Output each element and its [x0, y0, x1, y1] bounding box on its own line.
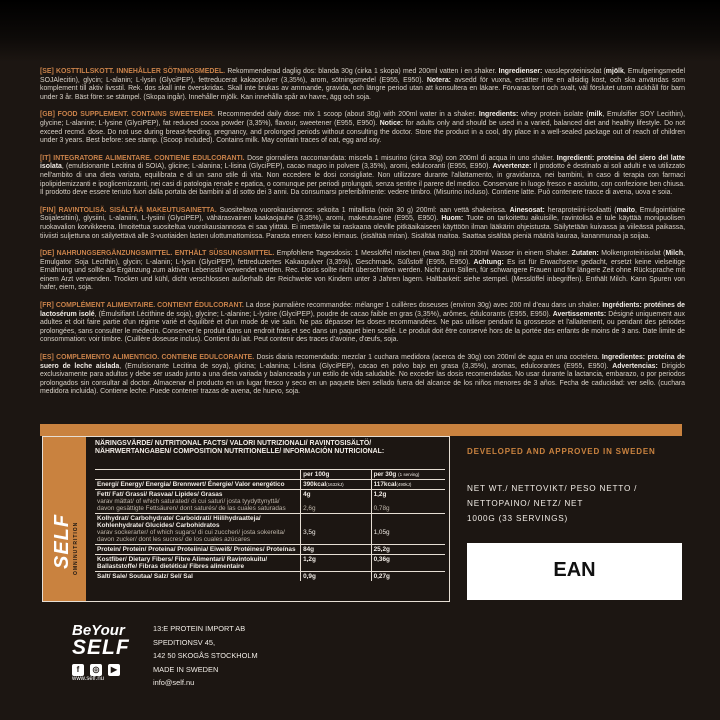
lang-block-se: [SE] KOSTTILLSKOTT. INNEHÅLLER SÖTNINGSMEDEL. Rekommenderad daglig dos: blanda 30g (cirka 1 skopa) med 200ml vatten i en shaker. Ingredienser: vassleproteinisolat (mjölk, Emulgeringsmedel SOJAlecitin), glycin; L-alanin; L-lysin (GlyciPEP), fettreducerat kakaopulver (3,35%), arom, sötningsmedel (E955, E950). Notera: avsedd för vuxna, ersätter inte en allsidig kost, och ska användas som komplement till aktiv livsstil. Rek. dos skall inte överskridas. Skall inte brukas av ammande, gravida, och längre period utan att konsultera en läkare. Förvaras torrt och svalt, väl förslutet utom räckhåll för barn under 3 år. Bäst före: se stämpel. (Skopa ingår). Innehåller mjölk. Kan innehålla spår av havre, ägg och soja. [40, 68, 685, 101]
accent-divider-bar [40, 424, 682, 436]
nutrition-header: NÄRINGSVÄRDE/ NUTRITIONAL FACTS/ VALORI NUTRIZIONALI/ RAVINTOSISÄLTÖ/ NÄHRWERTANGABEN/ COMPOSITION NUTRITIONELLE/ INFORMACIÓN NUTRICIONAL: [95, 440, 385, 456]
row-label: Kostfiber/ Dietary Fibers/ Fibre Alimentari/ Ravintokuitu/ Ballaststoffe/ Fibras dietética/ Fibres alimentaire [95, 555, 301, 572]
lang-block-fin: [FIN] RAVINTOLISÄ. SISÄLTÄÄ MAKEUTUSAINETTA. Suositeltava vuorokausiannos: sekoita 1 mitallista (noin 30 g) 200ml: aan vettä shakerissa. Ainesosat: heraproteiini-isolaatti (maito, Emulgointiaine Soijalesitiini), glysiini, L-alaniini, L-lysiini (GlyciPEP), vähärasvainen kaakaojauhe (3,35%), aromi, makeutusaine (E955, E950). Huom: Tuote on tarkoitettu aikuisille, ravintolisä ei tule käyttää monipuolisen ruokavalion korvikkeena. Ilmoitettua suositeltua vuorokausiannosta ei saa ylittää. Ei imettäville tai raskaana oleville pitkäaikaiseen käyttöön ilman lääkärin ohjeistusta. Säilytetään kuivassa ja viileässä paikassa, tiiviisti suljettuna on säilytettävä alle 3-vuotiaiden lasten ulottumattomissa. Parasta ennen: katso leimaus. (sisältää mitan). Sisältää maitoa. Saattaa sisältää pieniä määriä kauraa, kananmunaa ja soijaa. [40, 206, 685, 240]
ean-box [467, 543, 682, 600]
lang-block-de: [DE] NAHRUNGSERGÄNZUNGSMITTEL. ENTHÄLT SÜSSUNGSMITTEL. Empfohlene Tagesdosis: 1 Messlöffel mischen (etwa 30g) mit 200ml Wasser in einem Shaker. Zutaten: Molkenproteinisolat (Milch, Emulgator Soja Lecithin), glycin; L-alanin; L-lysin (GlyciPEP), fettreduziertes Kakaopulver (3,35%), Geschmack, Süßstoff (E955, E950). Achtung: Es ist für Erwachsene gedacht, ersetzt keine vielseitige Ernährung und sollte als Ergänzung zum aktiven Lebensstil verwendet werden. Rec. Dosis sollte nicht überschritten werden. Nicht zum Stillen, für schwangere Frauen und für längere Zeit ohne Rücksprache mit einem Arzt verwenden. Trocken und kühl, dicht verschlossen außerhalb der Reichweite von Kindern unter 3 Jahren lagern. Haltbarkeit: siehe stempel. (Messlöffel inbegriffen). Enthält Milch. Kann Spuren von hafer, eiern, soja. [40, 250, 686, 292]
lang-block-es: [ES] COMPLEMENTO ALIMENTICIO. CONTIENE EDULCORANTE. Dosis diaria recomendada: mezclar 1 cuchara medidora (acerca de 30g) con 200ml de agua en una coctelera. Ingredientes: proteína de suero de leche aislada, (Emulsionante Lecitina de soya), glicina; L-alanina; L-lisina (GlyciPEP), cacao en polvo bajo en grasa (3,35%), aromas, edulcorantes (E955, E950). Advertencias: Dirigido exclusivamente para adultos y debe ser usado junto a una dieta variada y balanceada y un estilo de vida saludable. No exceder las dosis recomendadas. No usar durante la lactancia, embarazo, o por periodos prolongados sin consultar al doctor. Almacenar el producto en un lugar fresco y seco en un paquete bien sellado fuera del alcance de los niños menores de 3 años. Fecha de caducidad: ver sello. (cuchara medidora incluida). Contiene leche. Puede contener trazas de avena, de huevo, soja. [40, 354, 685, 396]
lang-block-it: [IT] INTEGRATORE ALIMENTARE. CONTIENE EDULCORANTI. Dose giornaliera raccomandata: miscela 1 misurino (circa 30g) con 200ml di acqua in uno shaker. Ingredienti: proteina del siero del latte isolata, (emulsionante Lecitina di SOIA), glicine; L-alanina; L-lisina (GlyciPEP), cacao magro in polvere (3,35%), aromi, edulcoranti (E955, E950). Avvertenze: Il prodotto è destinato ai soli adulti e va utilizzato nell'ambito di una dieta variata, equilibrata e di un sano stile di vita. Non eccedere le dosi consigliate. Non utilizzare durante l'allattamento, in gravidanza, nei bambini, in caso di terapia con farmaci ipolipidemizzanti e ipoglicemizzanti, nei casi di patologia renale e epatica, o comunque per periodi prolungati, senza sentire il parere del medico. Conservare in luogo fresco e asciutto, con confezione ben chiusa. Il prodotto deve essere tenuto fuori dalla portata dei bambini al di sotto dei 3 anni. Da consumarsi preferibilmente: vedere timbro. (Misurino incluso). Contiene latte. Può contenere tracce di avena, uova e soia. [40, 154, 685, 197]
row-value-30: 0,36g [371, 555, 445, 572]
row-value-100: 4g 2,6g [301, 490, 372, 514]
row-value-30: 1,2g 0,78g [371, 490, 445, 514]
nutrition-table [95, 469, 445, 581]
col-per30: per 30g (1 serving) [371, 470, 445, 480]
table-row [95, 480, 445, 490]
table-header-row [95, 470, 445, 480]
row-value-30: 117kcal(490kJ) [371, 480, 445, 490]
row-value-100: 3,5g [301, 514, 372, 545]
row-label: Salt/ Sale/ Soutaa/ Salz/ Sel/ Sal [95, 572, 301, 582]
table-row [95, 514, 445, 545]
language-blocks [40, 68, 685, 406]
row-value-30: 1,05g [371, 514, 445, 545]
instagram-icon[interactable]: ◎ [90, 664, 102, 676]
row-value-100: 390kcal(1632kJ) [301, 480, 372, 490]
servings-text: 1000G (33 SERVINGS) [467, 514, 569, 523]
vertical-logo-sub: OMNINUTRITION [73, 521, 79, 575]
ean-label: EAN [553, 559, 596, 581]
row-value-30: 0,27g [371, 572, 445, 582]
social-icons [72, 659, 126, 677]
row-value-100: 1,2g [301, 555, 372, 572]
email-link[interactable]: info@self.nu [153, 678, 195, 687]
company-address: 13:E PROTEIN IMPORT AB SPEDITIONSV 45, 142 50 SKOGÅS STOCKHOLM MADE IN SWEDEN info@self.nu [153, 622, 258, 690]
table-row [95, 555, 445, 572]
row-value-100: 84g [301, 545, 372, 555]
developed-in-sweden: DEVELOPED AND APPROVED IN SWEDEN [467, 447, 656, 456]
youtube-icon[interactable]: ▶ [108, 664, 120, 676]
top-shadow-band [0, 0, 720, 62]
lang-block-fr: [FR] COMPLÉMENT ALIMENTAIRE. CONTIENT ÉDULCORANT. La dose journalière recommandée: mélanger 1 cuillères doseuses (environ 30g) avec 200 ml d'eau dans un shaker. Ingrédients: protéines de lactosérum isolé, (Émulsifiant Lécithine de soja), glycine; L-alanine; L-lysine (GlyciPEP), poudre de cacao faible en gras (3,35%), arômes, édulcorants (E955, E950). Avertissements: Désigné uniquement aux adultes et doit faire partie d'un régime varié et équilibré et d'un mode de vie sain. Ne pas dépasser les doses recommandées. Ne pas utiliser pendant la grossesse et l'allaitement, ou pendant des périodes prolongées, sans consulter le médecin. Conserver le produit dans un endroit frais et sec dans un paquet bien scellé. Le produit doit être conservé hors de la portée des enfants de moins de 3 ans. Date limite de consommation: voir timbre. (Cuillère doseuse inclus). Contient du lait. Peut contenir des traces d'avoine, d'œufs, soja. [40, 302, 685, 344]
table-row [95, 572, 445, 582]
brand-vertical-bar [43, 437, 86, 601]
website-link[interactable]: www.self.nu [72, 676, 105, 682]
row-label: Protein/ Protein/ Proteina/ Proteiinia/ Eiweiß/ Protéines/ Proteínas [95, 545, 301, 555]
row-label: Energi/ Energy/ Energia/ Brennwert/ Énergie/ Valor energético [95, 480, 301, 490]
table-row [95, 545, 445, 555]
table-header-empty [95, 470, 301, 480]
row-label: Fett/ Fat/ Grassi/ Rasvaa/ Lipides/ Grasas varav mättat/ of which saturated/ di cui saturi/ josta tyydyttynyttä/ davon gesättigte Fettsäuren/ dont saturés/ de las cuales saturadas [95, 490, 301, 514]
brand-logo: BeYour SELF [72, 622, 130, 659]
lang-block-gb: [GB] FOOD SUPPLEMENT. CONTAINS SWEETENER. Recommended daily dose: mix 1 scoop (about 30g) with 200ml water in a shaker. Ingredients: whey protein isolate (milk, Emulsifier SOY Lecithin), glycine; L-alanine; L-lysine (GlyciPEP), fat reduced cocoa powder (3,35%), flavour, sweetener (E955, E950). Notice: for adults only and should be used in a varied, balanced diet and healthy lifestyle. Do not exceed recmd. dose. Do not use during breast-feeding, pregnancy, and prolonged periods without consulting the doctor. Store the product in a cool, dry place in a well-sealed package out of reach of children under 3 years. Best before: see stamp. (Scoop included). Contains milk. May contain traces of oat, egg and soy. [40, 111, 686, 145]
net-weight-label: NET WT./ NETTOVIKT/ PESO NETTO / NETTOPAINO/ NETZ/ NET [467, 484, 638, 508]
facebook-icon[interactable]: f [72, 664, 84, 676]
table-row [95, 490, 445, 514]
col-per100: per 100g [301, 470, 372, 480]
nutrition-panel [42, 436, 450, 602]
vertical-logo: SELF [51, 513, 73, 569]
row-label: Kolhydrat/ Carbohydrate/ Carboidrati/ Hiilihydraatteja/ Kohlenhydrate/ Glucides/ Carbohidratos varav sockerarter/ of which sugars/ di cui zuccheri/ josta sokereita/ davon zucker/ dont les sucres/ de los cuales azúcares [95, 514, 301, 545]
row-value-100: 0,9g [301, 572, 372, 582]
row-value-30: 25,2g [371, 545, 445, 555]
